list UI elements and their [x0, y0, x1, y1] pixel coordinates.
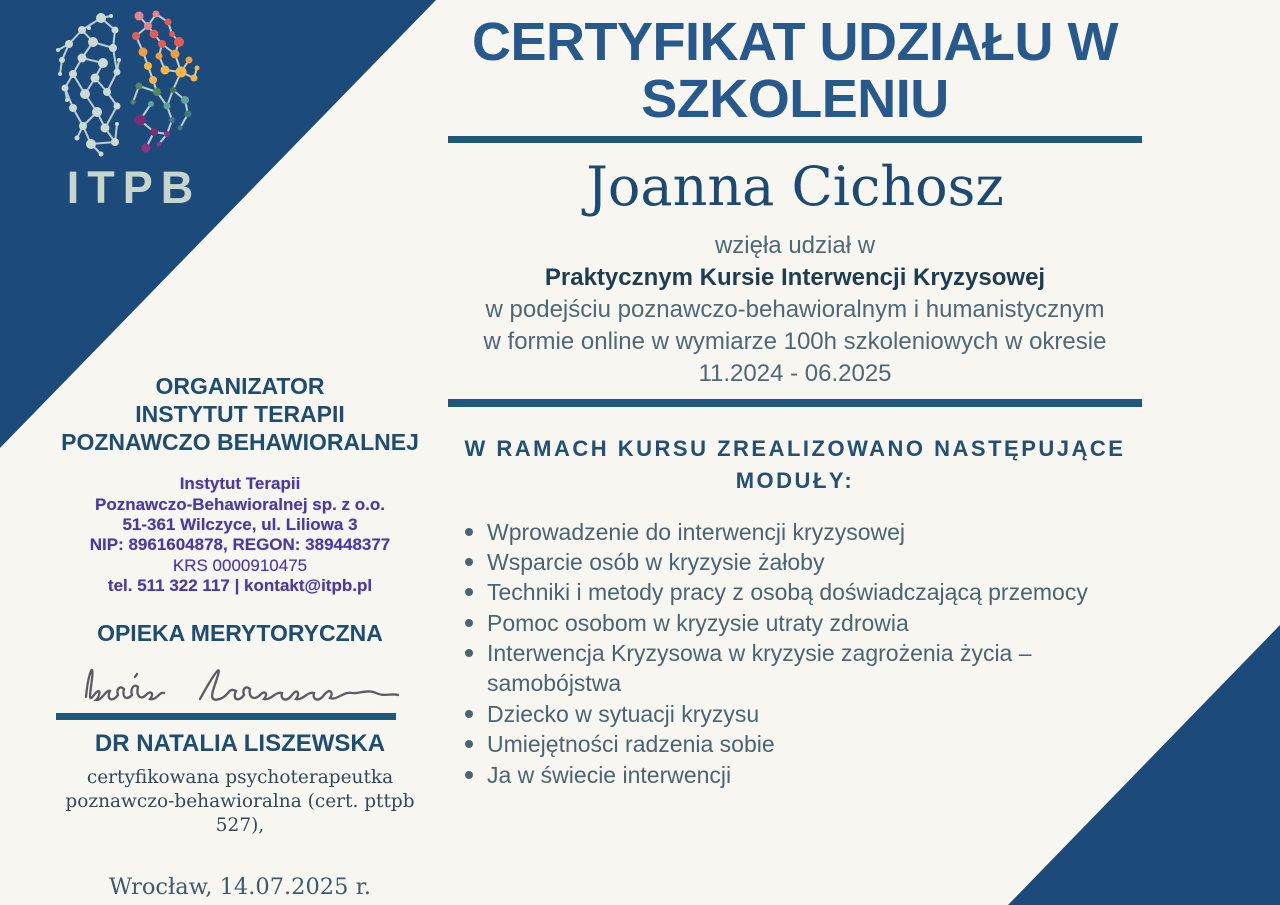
stamp-line: 51-361 Wilczyce, ul. Liliowa 3 — [122, 514, 358, 534]
module-item — [465, 760, 1125, 790]
bullet-icon — [465, 771, 473, 779]
bullet-icon — [465, 649, 473, 657]
bullet-icon — [465, 740, 473, 748]
module-item — [465, 577, 1125, 607]
course-intro: wzięła udział w — [714, 232, 876, 260]
credential-line-1: certyfikowana psychoterapeutka — [86, 767, 394, 789]
module-item-text: Ja w świecie interwencji — [487, 761, 732, 788]
bullet-icon — [465, 558, 473, 566]
company-stamp — [40, 474, 440, 596]
module-item-text: Techniki i metody pracy z osobą doświadczającą przemocy — [487, 579, 1088, 606]
signer-credentials — [40, 766, 440, 837]
recipient-name: Joanna Cichosz — [586, 155, 1004, 219]
place-and-date: Wrocław, 14.07.2025 r. — [108, 873, 372, 900]
organizer-heading-line-3: POZNAWCZO BEHAWIORALNEJ — [61, 429, 419, 456]
module-item-text: Interwencja Kryzysowa w kryzysie zagrożenia życia – samobójstwa — [487, 640, 1032, 697]
module-item — [465, 547, 1125, 577]
certificate-title — [448, 14, 1142, 127]
module-item — [465, 729, 1125, 759]
organizer-heading — [40, 372, 440, 456]
logo-text: ITPB — [66, 162, 202, 213]
modules-heading: W RAMACH KURSU ZREALIZOWANO NASTĘPUJĄCE MODUŁY: — [464, 435, 1126, 493]
module-item-text: Wprowadzenie do interwencji kryzysowej — [487, 518, 905, 545]
module-item — [465, 608, 1125, 638]
module-item — [465, 517, 1125, 547]
module-item-text: Dziecko w sytuacji kryzysu — [487, 700, 760, 727]
brain-network-icon — [55, 8, 205, 160]
title-line-2: SZKOLENIU — [641, 68, 949, 129]
section-divider — [448, 399, 1142, 407]
course-format: w formie online w wymiarze 100h szkoleniowych w okresie — [483, 328, 1107, 356]
course-period: 11.2024 - 06.2025 — [698, 360, 892, 387]
credential-line-2: poznawczo-behawioralna (cert. pttpb 527), — [65, 791, 415, 836]
title-divider — [448, 136, 1142, 143]
stamp-line: Instytut Terapii — [179, 474, 301, 494]
module-item — [465, 699, 1125, 729]
organizer-heading-line-1: ORGANIZATOR — [155, 373, 325, 399]
bullet-icon — [465, 619, 473, 627]
stamp-line: NIP: 8961604878, REGON: 389448377 — [89, 535, 391, 555]
module-item — [465, 638, 1125, 699]
course-name: Praktycznym Kursie Interwencji Kryzysowej — [544, 264, 1046, 292]
supervision-heading: OPIEKA MERYTORYCZNA — [97, 620, 383, 647]
signature — [74, 651, 406, 713]
main-column — [448, 14, 1142, 790]
stamp-line: tel. 511 322 117 | kontakt@itpb.pl — [107, 576, 373, 596]
module-item-text: Wsparcie osób w kryzysie żałoby — [487, 549, 825, 576]
bullet-icon — [465, 588, 473, 596]
itpb-logo — [50, 8, 210, 214]
stamp-line: KRS 0000910475 — [172, 555, 308, 575]
bullet-icon — [465, 528, 473, 536]
stamp-line: Poznawczo-Behawioralnej sp. z o.o. — [95, 494, 385, 514]
modules-list — [465, 517, 1125, 790]
course-approach: w podejściu poznawczo-behawioralnym i humanistycznym — [485, 296, 1105, 324]
module-item-text: Umiejętności radzenia sobie — [487, 731, 775, 758]
organizer-heading-line-2: INSTYTUT TERAPII — [135, 401, 345, 428]
signature-divider — [56, 713, 396, 720]
title-line-1: CERTYFIKAT UDZIAŁU W — [472, 12, 1118, 72]
signer-name: DR NATALIA LISZEWSKA — [94, 730, 386, 758]
module-item-text: Pomoc osobom w kryzysie utraty zdrowia — [487, 609, 909, 636]
bullet-icon — [465, 710, 473, 718]
organizer-column — [40, 372, 440, 900]
